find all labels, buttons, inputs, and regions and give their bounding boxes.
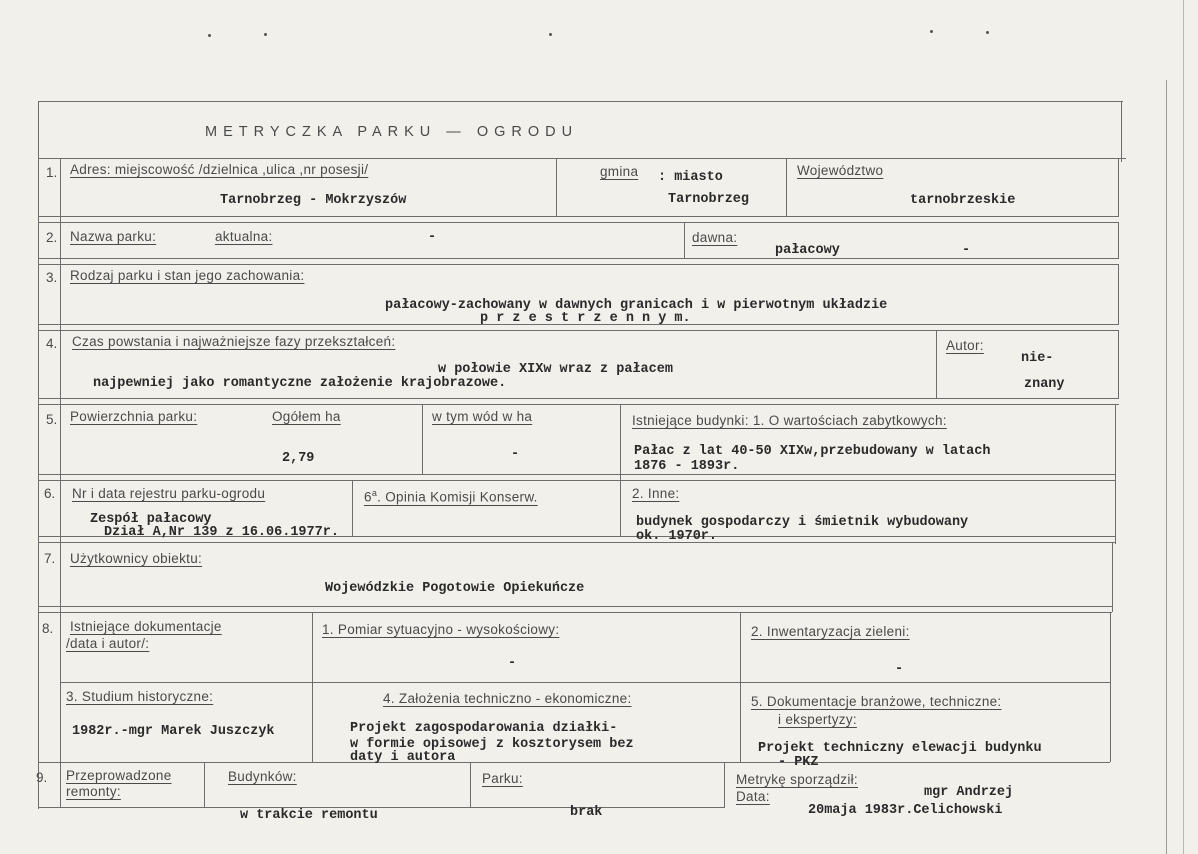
current-name-label: aktualna: (215, 229, 273, 244)
margin-dot (208, 34, 211, 37)
greenery-inventory-value: - (895, 662, 904, 677)
r7-right (1112, 542, 1113, 612)
r5-right (1115, 404, 1116, 544)
date-value: 20maja 1983r.Celichowski (808, 803, 1003, 818)
address-value: Tarnobrzeg - Mokrzyszów (220, 193, 407, 208)
tech-econ-value-line3: daty i autora (350, 750, 456, 765)
repairs-park-label: Parku: (482, 771, 523, 786)
historic-buildings-value-line1: Pałac z lat 40-50 XIXw,przebudowany w latach (634, 444, 991, 459)
r4-divider (936, 330, 937, 398)
water-area-label: w tym wód w ha (432, 409, 533, 424)
row-line-2 (38, 216, 1119, 217)
row-number-9: 9. (36, 770, 48, 785)
r8-divider-a (312, 612, 313, 762)
margin-dot (986, 31, 989, 34)
other-buildings-label: 2. Inne: (632, 486, 680, 501)
row-number-4: 4. (46, 336, 58, 351)
survey-label: 1. Pomiar sytuacyjno - wysokościowy: (322, 622, 560, 637)
voivodeship-value: tarnobrzeskie (910, 193, 1016, 208)
former-name-value: pałacowy (775, 243, 840, 258)
users-label: Użytkownicy obiektu: (70, 551, 203, 566)
origin-label: Czas powstania i najważniejsze fazy przekształceń: (72, 334, 396, 349)
r8-divider-b (740, 612, 741, 762)
row-line-1 (38, 158, 1126, 159)
park-name-label: Nazwa parku: (70, 229, 157, 244)
row-line-9 (38, 762, 1110, 763)
row-line-6 (38, 474, 1115, 475)
r5-divider-b (620, 404, 621, 536)
row-number-2: 2. (46, 230, 58, 245)
row-line-3b (38, 264, 1119, 265)
r6-divider (352, 480, 353, 536)
r1-divider-b (786, 158, 787, 216)
number-column-line (60, 158, 61, 808)
origin-value-line2: najpewniej jako romantyczne założenie krajobrazowe. (93, 376, 507, 391)
r9-divider-c (724, 762, 725, 808)
r9-divider-a (204, 762, 205, 808)
tech-econ-value-line1: Projekt zagospodarowania działki- (350, 721, 618, 736)
row-number-5: 5. (46, 412, 58, 427)
page-edge (1166, 80, 1167, 854)
historic-buildings-label: Istniejące budynki: 1. O wartościach zabytkowych: (632, 413, 947, 428)
historic-buildings-value-line2: 1876 - 1893r. (634, 459, 740, 474)
total-area-label: Ogółem ha (272, 409, 341, 424)
r2-divider (684, 222, 685, 258)
author-value-line1: nie- (1021, 351, 1054, 366)
r8-right (1110, 612, 1111, 762)
docs-label-line2: /data i autor/: (66, 636, 150, 651)
branch-docs-value-line1: Projekt techniczny elewacji budynku (758, 741, 1042, 756)
area-label: Powierzchnia parku: (70, 409, 198, 424)
repairs-park-value: brak (570, 805, 603, 820)
row-number-7: 7. (44, 551, 56, 566)
repairs-buildings-value: w trakcie remontu (240, 808, 378, 823)
margin-dot (549, 33, 552, 36)
row-line-6b (38, 480, 1115, 481)
park-type-value-line2: p r z e s t r z e n n y m. (480, 311, 691, 326)
survey-value: - (508, 656, 517, 671)
registry-label: Nr i data rejestru parku-ogrodu (72, 486, 266, 501)
address-label: Adres: miejscowość /dzielnica ,ulica ,nr posesji/ (70, 162, 369, 177)
origin-value-line1: w połowie XIXw wraz z pałacem (438, 362, 673, 377)
repairs-label-line1: Przeprowadzone (66, 768, 172, 783)
registry-value-line1: Zespół pałacowy (90, 512, 212, 527)
author-label: Autor: (946, 338, 984, 353)
border-top (38, 101, 1123, 102)
gmina-label: gmina (600, 164, 639, 179)
margin-dot (930, 30, 933, 33)
branch-docs-value-line2: - PKZ (778, 755, 819, 770)
border-bottom (38, 807, 724, 808)
r3-right (1118, 264, 1119, 324)
former-name-label: dawna: (692, 230, 738, 245)
historical-study-value: 1982r.-mgr Marek Juszczyk (72, 724, 275, 739)
row-number-3: 3. (46, 270, 58, 285)
r4-right (1118, 330, 1119, 398)
r9-divider-b (470, 762, 471, 808)
r8-mid-line (60, 682, 1110, 683)
r2-right (1118, 222, 1119, 258)
row-number-8: 8. (42, 621, 54, 636)
gmina-value-line1: : miasto (658, 170, 723, 185)
other-buildings-value-line2: ok. 1970r. (636, 529, 718, 544)
voivodeship-label: Województwo (797, 163, 884, 178)
row-line-7b (38, 542, 1115, 543)
other-buildings-value-line1: budynek gospodarczy i śmietnik wybudowany (636, 515, 969, 530)
historical-study-label: 3. Studium historyczne: (66, 689, 214, 704)
branch-docs-label-line2: i ekspertyzy: (778, 712, 857, 727)
row-line-3 (38, 258, 1119, 259)
border-left (38, 101, 39, 809)
row-number-6: 6. (44, 486, 56, 501)
row-line-4b (38, 330, 1119, 331)
row-line-8 (38, 606, 1112, 607)
r5-divider-a (422, 404, 423, 474)
date-label: Data: (736, 789, 770, 804)
r1-right (1118, 158, 1119, 216)
park-type-label: Rodzaj parku i stan jego zachowania: (70, 268, 305, 283)
park-type-value-line1: pałacowy-zachowany w dawnych granicach i w pierwotnym układzie (385, 298, 888, 313)
row-line-5b (38, 404, 1119, 405)
conservation-opinion-label: 6$^a$. Opinia Komisji Konserw. (364, 488, 538, 505)
registry-value-line2: Dział A,Nr 139 z 16.06.1977r. (104, 525, 339, 540)
docs-label-line1: Istniejące dokumentacje (70, 619, 222, 634)
author-value-line2: znany (1024, 377, 1065, 392)
page-edge-outer (1183, 0, 1184, 854)
users-value: Wojewódzkie Pogotowie Opiekuńcze (325, 581, 585, 596)
repairs-buildings-label: Budynków: (228, 769, 297, 784)
total-area-value: 2,79 (282, 451, 315, 466)
margin-dot (264, 33, 267, 36)
current-name-value: - (428, 230, 437, 245)
branch-docs-label-line1: 5. Dokumentacje branżowe, techniczne: (751, 694, 1002, 709)
card-title: METRYCZKA PARKU — OGRODU (205, 124, 579, 140)
row-line-2b (38, 222, 1119, 223)
prepared-by-label: Metrykę sporządził: (736, 772, 858, 787)
prepared-by-value: mgr Andrzej (924, 785, 1014, 800)
water-area-value: - (511, 447, 520, 462)
gmina-value-line2: Tarnobrzeg (668, 192, 750, 207)
tech-econ-value-line2: w formie opisowej z kosztorysem bez (350, 737, 634, 752)
row-number-1: 1. (46, 165, 58, 180)
tech-econ-label: 4. Założenia techniczno - ekonomiczne: (383, 691, 632, 706)
row-line-5 (38, 398, 1119, 399)
row-line-8b (38, 612, 1112, 613)
r1-divider-a (556, 158, 557, 216)
greenery-inventory-label: 2. Inwentaryzacja zieleni: (751, 624, 910, 639)
repairs-label-line2: remonty: (66, 784, 121, 799)
former-name-dash: - (962, 243, 971, 258)
border-right-top (1121, 101, 1122, 162)
